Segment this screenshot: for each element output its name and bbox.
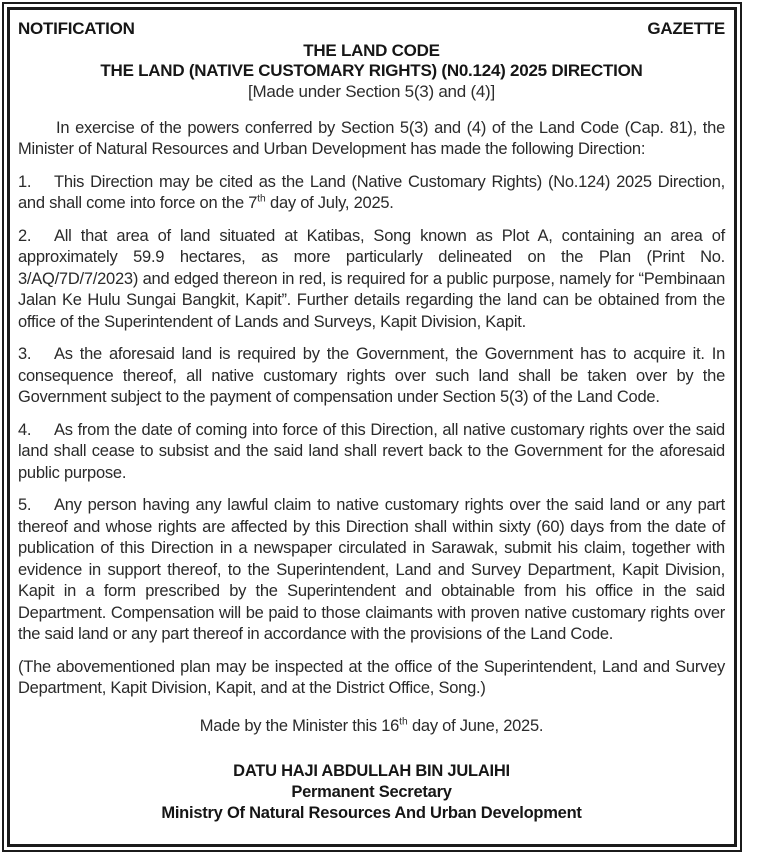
ordinal-suffix: th <box>399 716 408 727</box>
item-number: 3. <box>18 345 32 363</box>
direction-item-4 <box>18 420 725 485</box>
intro-paragraph: In exercise of the powers conferred by Section 5(3) and (4) of the Land Code (Cap. 81), the Minister of Natural Resources and Urban Development has made the following Direction: <box>18 118 725 158</box>
made-by-line <box>18 716 725 738</box>
direction-item-2 <box>18 226 725 334</box>
doc-subtitle: [Made under Section 5(3) and (4)] <box>248 81 495 101</box>
masthead <box>18 18 725 40</box>
gazette-notice-page <box>2 2 742 852</box>
signatory-name: DATU HAJI ABDULLAH BIN JULAIHI <box>233 762 510 780</box>
item-text: All that area of land situated at Katibas, Song known as Plot A, containing an area of approximately 59.9 hectares, as more particularly delineated on the Plan (Print No. 3/AQ/7D/7/2023) and edged thereon in red, is required for a public purpose, namely for “Pembinaan Jalan Ke Hulu Sungai Bangkit, Kapit”. Further details regarding the land can be obtained from the office of the Superintendent of Lands and Surveys, Kapit Division, Kapit. <box>18 226 725 331</box>
made-by-text: Made by the Minister this 16 <box>199 716 400 735</box>
doc-title-line1: THE LAND CODE <box>303 40 440 60</box>
signatory-role: Permanent Secretary <box>291 783 452 801</box>
item-number: 2. <box>18 226 32 245</box>
direction-item-5 <box>18 495 725 646</box>
item-number: 4. <box>18 420 32 439</box>
item-text: As the aforesaid land is required by the Government, the Government has to acquire it. In consequence thereof, all native customary rights over such land shall be taken over by the Government subject to the payment of compensation under Section 5(3) of the Land Code. <box>18 345 725 406</box>
title-block <box>18 41 725 102</box>
item-text: This Direction may be cited as the Land (Native Customary Rights) (No.124) 2025 Direction, and shall come into force on the 7 <box>18 172 725 212</box>
made-by-text: day of June, 2025. <box>407 716 544 735</box>
item-number: 5. <box>18 496 32 514</box>
signature-block <box>18 761 725 824</box>
doc-title-line2: THE LAND (NATIVE CUSTOMARY RIGHTS) (N0.124) 2025 DIRECTION <box>100 60 643 80</box>
notice-border <box>7 7 737 847</box>
item-text: day of July, 2025. <box>265 194 394 212</box>
item-number: 1. <box>18 172 32 191</box>
ordinal-suffix: th <box>257 193 266 205</box>
plan-inspection-note: (The abovementioned plan may be inspected at the office of the Superintendent, Land and Survey Department, Kapit Division, Kapit, and at the District Office, Song.) <box>18 657 725 697</box>
item-text: Any person having any lawful claim to native customary rights over the said land or any part thereof and whose rights are affected by this Direction shall within sixty (60) days from the date of publication of this Direction in a newspaper circulated in Sarawak, submit his claim, together with evidence in support thereof, to the Superintendent, Land and Survey Department, Kapit Division, Kapit in a form prescribed by the Superintendent and obtainable from his office in the said Department. Compensation will be paid to those claimants with proven native customary rights over the said land or any part thereof in accordance with the provisions of the Land Code. <box>18 496 725 643</box>
direction-item-3 <box>18 344 725 409</box>
item-text: As from the date of coming into force of this Direction, all native customary rights over the said land shall cease to subsist and the said land shall revert back to the Government for the aforesaid public purpose. <box>18 420 725 482</box>
signatory-ministry: Ministry Of Natural Resources And Urban Development <box>161 804 582 822</box>
notice-document <box>18 18 725 824</box>
gazette-label: GAZETTE <box>647 19 725 38</box>
direction-item-1 <box>18 172 725 215</box>
notification-label: NOTIFICATION <box>18 19 135 38</box>
